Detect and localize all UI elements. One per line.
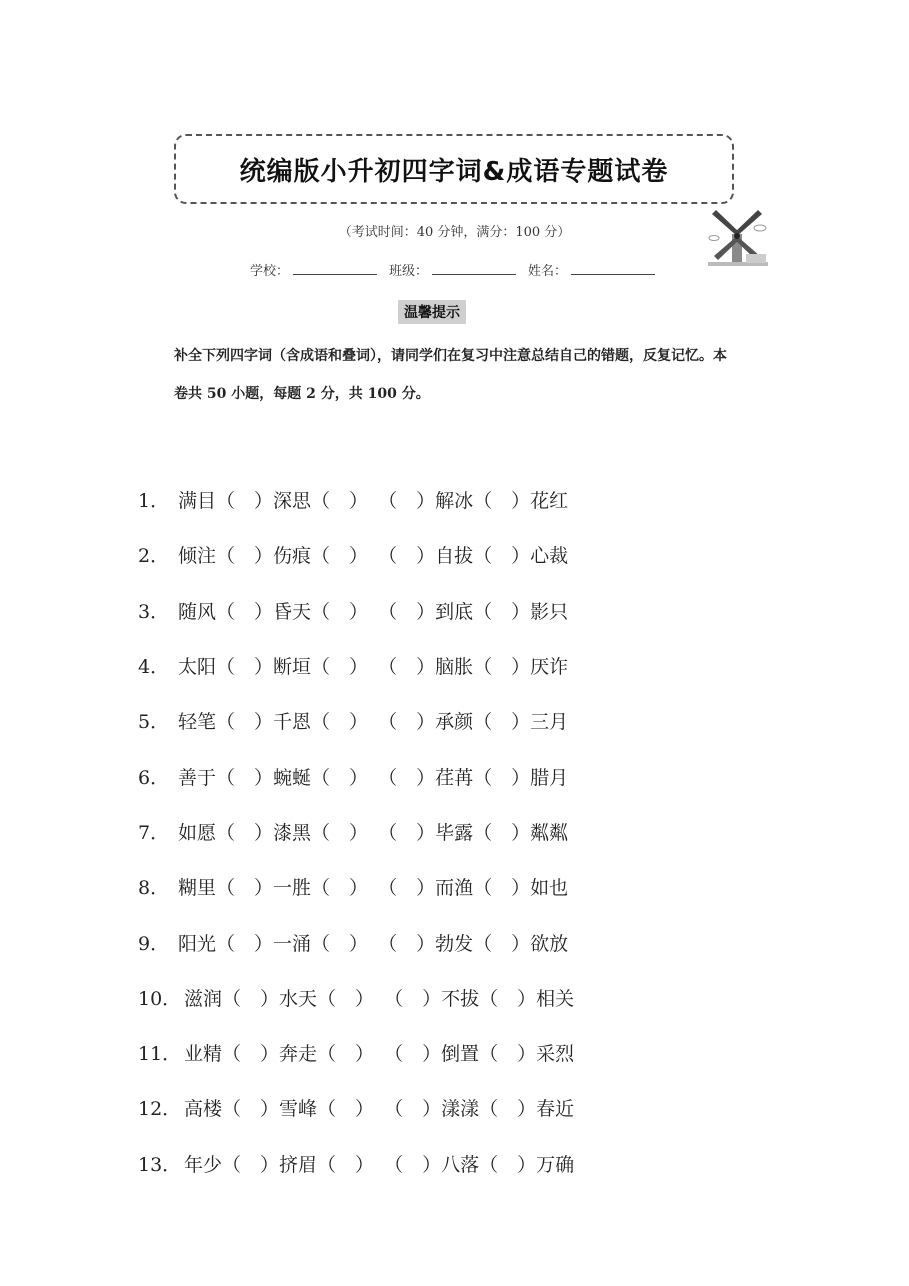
question-word: 自拔 (435, 545, 474, 568)
page-title: 统编版小升初四字词&成语专题试卷 (239, 156, 669, 187)
question-number: 13． (138, 1153, 182, 1176)
question-number: 9． (138, 932, 170, 955)
question-word: 奔走 (279, 1043, 318, 1066)
question-row (138, 748, 574, 803)
question-word: 随风 (178, 600, 217, 623)
answer-blank[interactable]: （ ） (216, 711, 274, 734)
answer-blank[interactable]: （ ） (311, 711, 369, 734)
answer-blank[interactable]: （ ） (479, 1043, 537, 1066)
answer-blank[interactable]: （ ） (216, 877, 274, 900)
title-box (174, 134, 734, 204)
question-word: 承颜 (435, 711, 474, 734)
question-word: 勃发 (435, 932, 474, 955)
question-word: 万确 (536, 1153, 575, 1176)
question-row (138, 638, 574, 693)
question-word: 三月 (530, 711, 569, 734)
question-word: 千恩 (273, 711, 312, 734)
answer-blank[interactable]: （ ） (222, 1043, 280, 1066)
answer-blank[interactable]: （ ） (384, 1153, 442, 1176)
answer-blank[interactable]: （ ） (378, 600, 436, 623)
answer-blank[interactable]: （ ） (473, 821, 531, 844)
question-number: 10． (138, 987, 182, 1010)
question-word: 漾漾 (441, 1098, 480, 1121)
answer-blank[interactable]: （ ） (317, 1043, 375, 1066)
answer-blank[interactable]: （ ） (317, 987, 375, 1010)
answer-blank[interactable]: （ ） (384, 987, 442, 1010)
answer-blank[interactable]: （ ） (384, 1043, 442, 1066)
answer-blank[interactable]: （ ） (216, 932, 274, 955)
question-word: 一涌 (273, 932, 312, 955)
question-word: 到底 (435, 600, 474, 623)
question-row (138, 472, 574, 527)
question-number: 4． (138, 656, 170, 679)
question-word: 一胜 (273, 877, 312, 900)
question-word: 倾注 (178, 545, 217, 568)
question-word: 业精 (184, 1043, 223, 1066)
exam-info-text: （考试时间：40 分钟，满分：100 分） (338, 225, 571, 240)
class-blank[interactable] (432, 260, 516, 275)
question-word: 漆黑 (273, 821, 312, 844)
question-word: 轻笔 (178, 711, 217, 734)
question-number: 5． (138, 711, 170, 734)
question-word: 高楼 (184, 1098, 223, 1121)
question-word: 昏天 (273, 600, 312, 623)
question-word: 春近 (536, 1098, 575, 1121)
answer-blank[interactable]: （ ） (311, 600, 369, 623)
answer-blank[interactable]: （ ） (479, 987, 537, 1010)
class-field[interactable] (389, 260, 516, 279)
answer-blank[interactable]: （ ） (473, 490, 531, 513)
answer-blank[interactable]: （ ） (311, 932, 369, 955)
answer-blank[interactable]: （ ） (473, 711, 531, 734)
name-label: 姓名： (528, 264, 568, 279)
school-label: 学校： (250, 264, 290, 279)
class-label: 班级： (389, 264, 429, 279)
answer-blank[interactable]: （ ） (216, 545, 274, 568)
question-word: 蜿蜒 (273, 766, 312, 789)
question-word: 八落 (441, 1153, 480, 1176)
answer-blank[interactable]: （ ） (378, 545, 436, 568)
answer-blank[interactable]: （ ） (473, 656, 531, 679)
question-word: 满目 (178, 490, 217, 513)
question-word: 深思 (273, 490, 312, 513)
question-number: 11． (138, 1043, 182, 1066)
question-word: 断垣 (273, 656, 312, 679)
answer-blank[interactable]: （ ） (216, 656, 274, 679)
name-blank[interactable] (571, 260, 655, 275)
answer-blank[interactable]: （ ） (311, 490, 369, 513)
question-word: 善于 (178, 766, 217, 789)
question-row (138, 1080, 574, 1135)
question-word: 滋润 (184, 987, 223, 1010)
question-word: 厌诈 (530, 656, 569, 679)
question-row (138, 583, 574, 638)
answer-blank[interactable]: （ ） (473, 877, 531, 900)
answer-blank[interactable]: （ ） (311, 656, 369, 679)
question-word: 如愿 (178, 821, 217, 844)
windmill-icon (698, 206, 774, 276)
answer-blank[interactable]: （ ） (473, 932, 531, 955)
question-word: 相关 (536, 987, 575, 1010)
answer-blank[interactable]: （ ） (311, 766, 369, 789)
question-word: 倒置 (441, 1043, 480, 1066)
school-field[interactable] (250, 260, 377, 279)
answer-blank[interactable]: （ ） (384, 1098, 442, 1121)
answer-blank[interactable]: （ ） (317, 1098, 375, 1121)
question-row (138, 693, 574, 748)
question-number: 12． (138, 1098, 182, 1121)
question-row (138, 527, 574, 582)
question-word: 年少 (184, 1153, 223, 1176)
answer-blank[interactable]: （ ） (378, 490, 436, 513)
answer-blank[interactable]: （ ） (378, 766, 436, 789)
question-row (138, 859, 574, 914)
answer-blank[interactable]: （ ） (473, 600, 531, 623)
answer-blank[interactable]: （ ） (311, 545, 369, 568)
question-row (138, 1025, 574, 1080)
answer-blank[interactable]: （ ） (216, 600, 274, 623)
answer-blank[interactable]: （ ） (222, 1153, 280, 1176)
answer-blank[interactable]: （ ） (378, 656, 436, 679)
answer-blank[interactable]: （ ） (479, 1153, 537, 1176)
question-word: 伤痕 (273, 545, 312, 568)
answer-blank[interactable]: （ ） (473, 766, 531, 789)
question-number: 3． (138, 600, 170, 623)
question-row (138, 914, 574, 969)
question-number: 6． (138, 766, 170, 789)
question-word: 脑胀 (435, 656, 474, 679)
answer-blank[interactable]: （ ） (216, 821, 274, 844)
question-word: 如也 (530, 877, 569, 900)
question-number: 2． (138, 545, 170, 568)
question-row (138, 804, 574, 859)
question-word: 雪峰 (279, 1098, 318, 1121)
question-row (138, 1136, 574, 1191)
question-word: 糊里 (178, 877, 217, 900)
answer-blank[interactable]: （ ） (216, 490, 274, 513)
answer-blank[interactable]: （ ） (222, 1098, 280, 1121)
question-row (138, 970, 574, 1025)
answer-blank[interactable]: （ ） (216, 766, 274, 789)
instructions: 补全下列四字词（含成语和叠词），请同学们在复习中注意总结自己的错题，反复记忆。本卷共 50 小题，每题 2 分，共 100 分。 (174, 348, 727, 402)
school-blank[interactable] (293, 260, 377, 275)
question-word: 太阳 (178, 656, 217, 679)
question-list (138, 472, 574, 1191)
question-word: 解冰 (435, 490, 474, 513)
question-word: 不拔 (441, 987, 480, 1010)
question-word: 而渔 (435, 877, 474, 900)
answer-blank[interactable]: （ ） (311, 877, 369, 900)
question-word: 采烈 (536, 1043, 575, 1066)
answer-blank[interactable]: （ ） (378, 877, 436, 900)
name-field[interactable] (528, 260, 655, 279)
answer-blank[interactable]: （ ） (479, 1098, 537, 1121)
question-word: 荏苒 (435, 766, 474, 789)
answer-blank[interactable]: （ ） (311, 821, 369, 844)
student-info-fields (250, 260, 690, 279)
question-word: 腊月 (530, 766, 569, 789)
question-word: 花红 (530, 490, 569, 513)
question-word: 粼粼 (530, 821, 569, 844)
question-word: 阳光 (178, 932, 217, 955)
question-word: 欲放 (530, 932, 569, 955)
answer-blank[interactable]: （ ） (473, 545, 531, 568)
question-number: 8． (138, 877, 170, 900)
answer-blank[interactable]: （ ） (378, 821, 436, 844)
answer-blank[interactable]: （ ） (222, 987, 280, 1010)
question-number: 1． (138, 490, 170, 513)
question-number: 7． (138, 821, 170, 844)
question-word: 水天 (279, 987, 318, 1010)
answer-blank[interactable]: （ ） (317, 1153, 375, 1176)
question-word: 毕露 (435, 821, 474, 844)
question-word: 影只 (530, 600, 569, 623)
answer-blank[interactable]: （ ） (378, 932, 436, 955)
question-word: 挤眉 (279, 1153, 318, 1176)
question-word: 心裁 (530, 545, 569, 568)
tip-label: 温馨提示 (398, 300, 466, 324)
answer-blank[interactable]: （ ） (378, 711, 436, 734)
